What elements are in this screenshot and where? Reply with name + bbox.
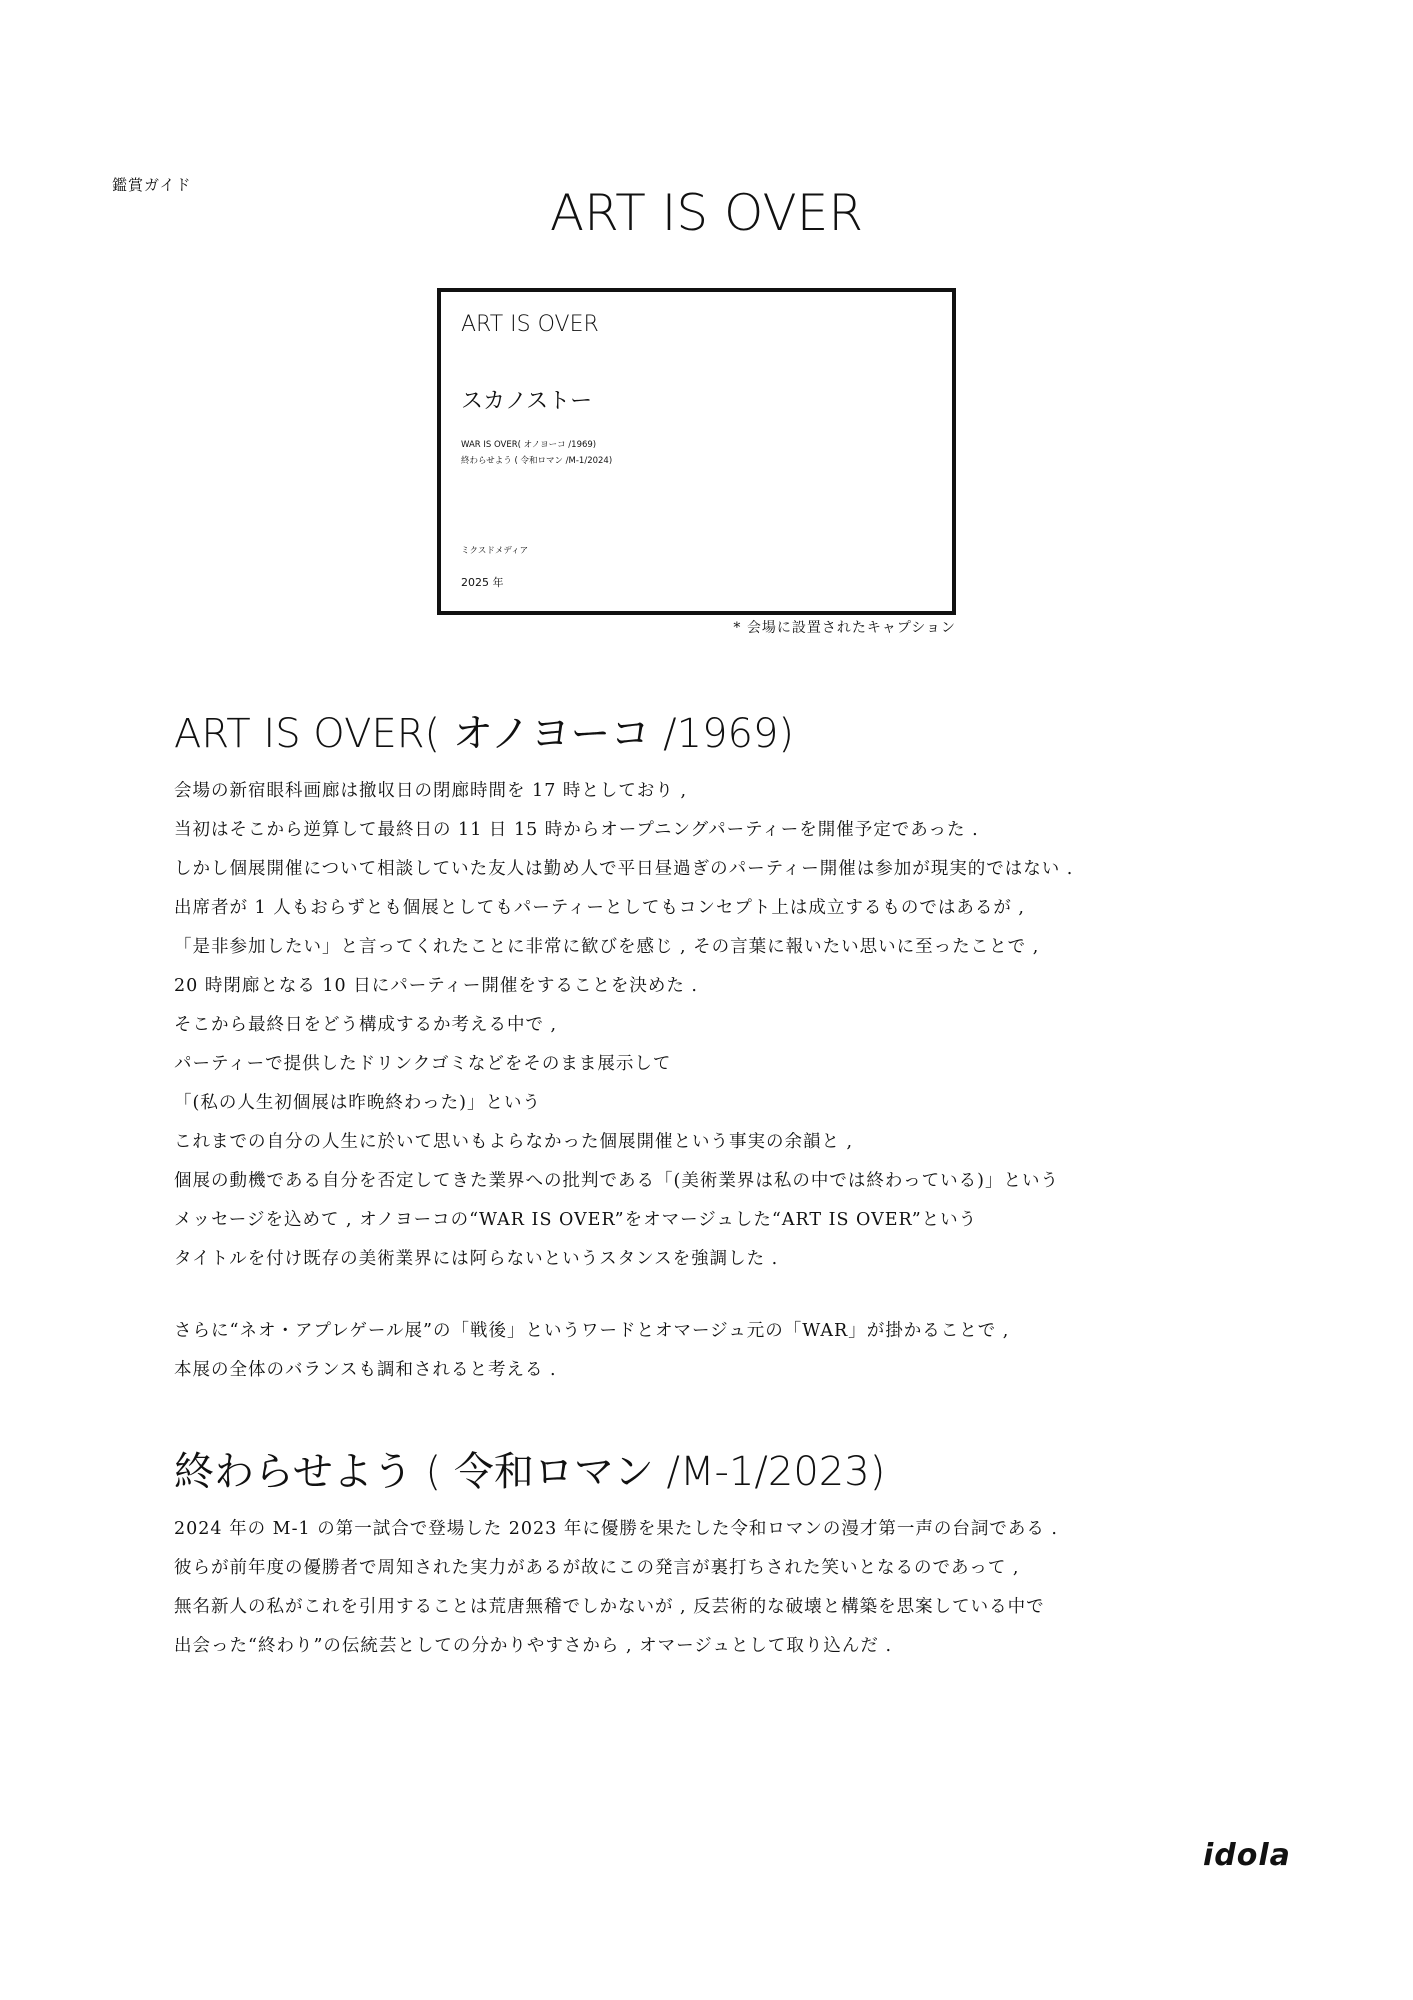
caption-card-artist: スカノストー xyxy=(461,389,593,414)
text-line: しかし個展開催について相談していた友人は勤め人で平日昼過ぎのパーティー開催は参加が現実的ではない . xyxy=(174,859,1074,879)
text-line: さらに“ネオ・アプレゲール展”の「戦後」というワードとオマージュ元の「WAR」が掛かることで , xyxy=(174,1321,1010,1341)
idola-logo: idola xyxy=(1203,1838,1291,1873)
text-line: 出会った“終わり”の伝統芸としての分かりやすさから , オマージュとして取り込んだ . xyxy=(174,1636,893,1656)
text-line: これまでの自分の人生に於いて思いもよらなかった個展開催という事実の余韻と , xyxy=(174,1132,854,1152)
section1-paragraph2 xyxy=(174,1312,1009,1390)
caption-note: * 会場に設置されたキャプション xyxy=(733,620,956,636)
section-heading-owarasetyou: 終わらせよう ( 令和ロマン /M-1/2023) xyxy=(174,1449,886,1495)
section-heading-art-is-over: ART IS OVER( オノヨーコ /1969) xyxy=(174,711,795,757)
guide-label: 鑑賞ガイド xyxy=(112,176,192,194)
text-line: タイトルを付け既存の美術業界には阿らないというスタンスを強調した . xyxy=(174,1249,779,1269)
text-line: 個展の動機である自分を否定してきた業界への批判である「(美術業界は私の中では終わっている)」という xyxy=(174,1171,1059,1191)
caption-card xyxy=(437,288,956,615)
caption-card-medium: ミクスドメディア xyxy=(461,546,529,556)
page-title: ART IS OVER xyxy=(549,184,864,242)
text-line: 「(私の人生初個展は昨晩終わった)」という xyxy=(174,1093,541,1113)
text-line: 「是非参加したい」と言ってくれたことに非常に歓びを感じ , その言葉に報いたい思いに至ったことで , xyxy=(174,937,1040,957)
section1-paragraph1 xyxy=(174,772,1073,1279)
text-line: パーティーで提供したドリンクゴミなどをそのまま展示して xyxy=(174,1054,672,1074)
text-line: メッセージを込めて , オノヨーコの“WAR IS OVER”をオマージュした“ART IS OVER”という xyxy=(174,1210,978,1230)
caption-card-year: 2025 年 xyxy=(461,576,504,589)
text-line: 2024 年の M-1 の第一試合で登場した 2023 年に優勝を果たした令和ロマンの漫才第一声の台詞である . xyxy=(174,1519,1058,1539)
caption-card-reference: WAR IS OVER( オノヨーコ /1969) xyxy=(461,440,597,450)
section2-paragraph xyxy=(174,1510,1058,1666)
text-line: 本展の全体のバランスも調和されると考える . xyxy=(174,1360,557,1380)
text-line: 会場の新宿眼科画廊は撤収日の閉廊時間を 17 時としており , xyxy=(174,781,688,801)
text-line: 彼らが前年度の優勝者で周知された実力があるが故にこの発言が裏打ちされた笑いとなるのであって , xyxy=(174,1558,1020,1578)
text-line: 出席者が 1 人もおらずとも個展としてもパーティーとしてもコンセプト上は成立するものではあるが , xyxy=(174,898,1025,918)
caption-card-reference: 終わらせよう ( 令和ロマン /M-1/2024) xyxy=(461,456,613,466)
caption-card-title: ART IS OVER xyxy=(461,312,599,337)
text-line: そこから最終日をどう構成するか考える中で , xyxy=(174,1015,558,1035)
text-line: 20 時閉廊となる 10 日にパーティー開催をすることを決めた . xyxy=(174,976,698,996)
text-line: 当初はそこから逆算して最終日の 11 日 15 時からオープニングパーティーを開催予定であった . xyxy=(174,820,979,840)
text-line: 無名新人の私がこれを引用することは荒唐無稽でしかないが , 反芸術的な破壊と構築を思案している中で xyxy=(174,1597,1045,1617)
